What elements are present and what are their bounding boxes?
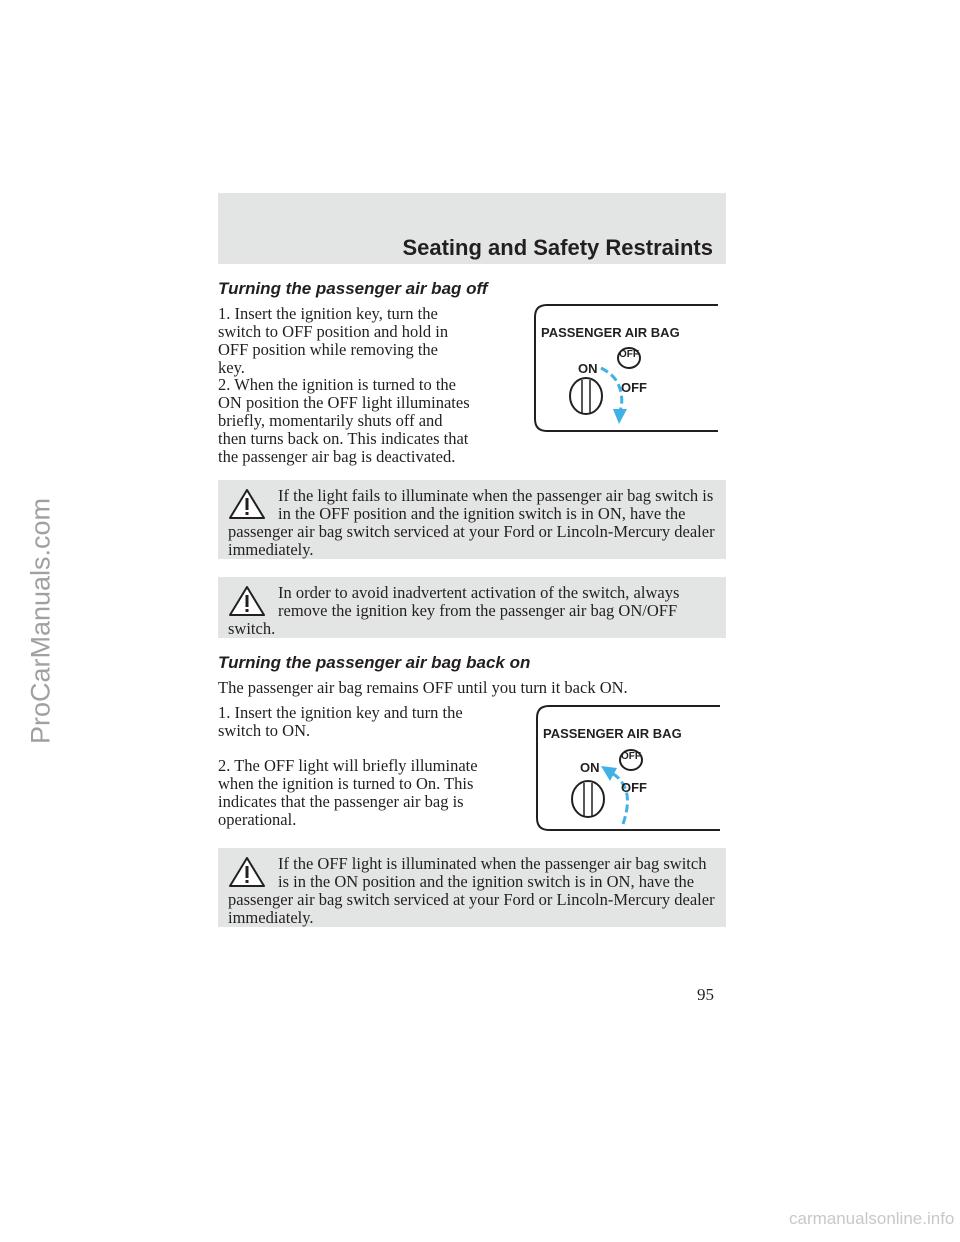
section-header: [218, 193, 726, 264]
step-on-1: 1. Insert the ignition key and turn the switch to ON.: [218, 703, 463, 740]
figure-on-off-label: OFF: [621, 780, 647, 795]
section-title: Seating and Safety Restraints: [402, 235, 713, 260]
watermark: [0, 0, 60, 1242]
step-off-2: 2. When the ignition is turned to the ON position the OFF light illuminates briefly, momentarily shuts off and then turns back on. This indicates that the passenger air bag is deactivated.: [218, 375, 470, 466]
heading-air-bag-on: Turning the passenger air bag back on: [218, 653, 531, 672]
figure-switch-off: [533, 303, 723, 433]
warning-text-3: If the OFF light is illuminated when the passenger air bag switch is in the ON position and the ignition switch is in ON, have the passenger air bag switch serviced at your Ford or Lincoln-Mercury dealer immediately.: [228, 854, 715, 927]
watermark-text: ProCarManuals.com: [25, 497, 56, 745]
warning-box-2: [218, 577, 726, 638]
intro-on: The passenger air bag remains OFF until you turn it back ON.: [218, 678, 628, 697]
page-number: 95: [697, 985, 714, 1004]
figure-switch-on: [535, 704, 725, 834]
heading-air-bag-off: Turning the passenger air bag off: [218, 279, 488, 298]
warning-box-3: [218, 848, 726, 927]
figure-off-off-label: OFF: [621, 380, 647, 395]
figure-on-title: PASSENGER AIR BAG: [543, 726, 682, 741]
figure-on-off-light: OFF: [621, 751, 641, 762]
switch-on-diagram: [535, 704, 725, 834]
warning-icon: [228, 856, 266, 888]
warning-icon: [228, 585, 266, 617]
switch-off-diagram: [533, 303, 723, 433]
warning-text-1: If the light fails to illuminate when the passenger air bag switch is in the OFF position and the ignition switch is in ON, have the passenger air bag switch serviced at your Ford or Lincoln-Mercury dealer immediately.: [228, 486, 715, 559]
figure-off-off-light: OFF: [619, 349, 639, 360]
figure-off-title: PASSENGER AIR BAG: [541, 325, 680, 340]
warning-box-1: [218, 480, 726, 559]
step-off-1: 1. Insert the ignition key, turn the switch to OFF position and hold in OFF position while removing the key.: [218, 304, 449, 377]
step-on-2: 2. The OFF light will briefly illuminate when the ignition is turned to On. This indicates that the passenger air bag is operational.: [218, 756, 478, 829]
figure-on-on-label: ON: [580, 760, 600, 775]
warning-icon: [228, 488, 266, 520]
footer-url[interactable]: carmanualsonline.info: [789, 1209, 955, 1228]
figure-off-on-label: ON: [578, 361, 598, 376]
warning-text-2: In order to avoid inadvertent activation of the switch, always remove the ignition key from the passenger air bag ON/OFF switch.: [228, 583, 680, 638]
